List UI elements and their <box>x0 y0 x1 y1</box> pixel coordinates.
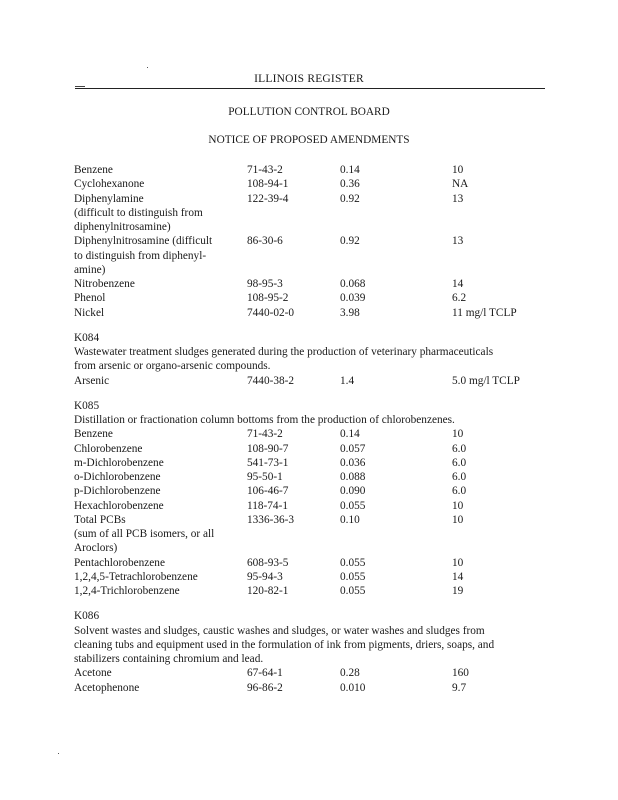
nonwastewater-standard: 10 <box>452 499 464 512</box>
cas-number: 608-93-5 <box>247 556 289 569</box>
wastewater-standard: 0.14 <box>340 164 360 176</box>
wastewater-standard: 0.088 <box>340 471 366 483</box>
nonwastewater-standard: 11 mg/l TCLP <box>452 306 517 319</box>
cas-number: 120-82-1 <box>247 585 289 597</box>
waste-section <box>74 320 554 388</box>
wastewater-standard: 0.10 <box>340 513 360 526</box>
constituent-name: Aroclors) <box>74 542 118 555</box>
wastewater-standard: 0.039 <box>340 292 366 305</box>
cas-number: 7440-02-0 <box>247 306 295 319</box>
constituent-name: Diphenylnitrosamine (difficult <box>74 235 213 248</box>
wastewater-standard: 0.036 <box>340 456 366 469</box>
nonwastewater-standard: 10 <box>452 556 464 569</box>
wastewater-standard: 3.98 <box>340 306 360 319</box>
nonwastewater-standard: 14 <box>452 278 464 290</box>
constituent-row <box>74 556 554 570</box>
constituent-name: Diphenylamine <box>74 192 144 205</box>
waste-code: K085 <box>74 399 100 412</box>
nonwastewater-standard: 14 <box>452 570 464 583</box>
cas-number: 122-39-4 <box>247 192 289 205</box>
constituent-row <box>74 163 554 177</box>
wastewater-standard: 0.055 <box>340 499 366 512</box>
nonwastewater-standard: 19 <box>452 585 464 597</box>
nonwastewater-standard: 6.0 <box>452 471 467 483</box>
constituent-name: Chlorobenzene <box>74 442 143 455</box>
constituent-row <box>74 456 554 470</box>
constituent-name: 1,2,4,5-Tetrachlorobenzene <box>74 570 198 583</box>
constituent-name: amine) <box>74 263 106 276</box>
cas-number: 98-95-3 <box>247 278 283 290</box>
wastewater-standard: 0.090 <box>340 485 366 498</box>
board-title: POLLUTION CONTROL BOARD <box>228 106 390 118</box>
constituent-name: o-Dichlorobenzene <box>74 471 161 483</box>
scan-speck <box>147 67 148 68</box>
cas-number: 106-46-7 <box>247 485 289 498</box>
constituent-row <box>74 291 554 305</box>
nonwastewater-standard: 6.0 <box>452 442 467 455</box>
cas-number: 96-86-2 <box>247 681 283 694</box>
constituent-name: 1,2,4-Trichlorobenzene <box>74 585 180 597</box>
constituent-row <box>74 681 554 695</box>
constituent-name: Pentachlorobenzene <box>74 556 165 569</box>
constituent-row <box>74 177 554 191</box>
waste-code: K084 <box>74 331 100 344</box>
constituent-name: (sum of all PCB isomers, or all <box>74 528 215 540</box>
constituent-name: (difficult to distinguish from <box>74 206 203 219</box>
nonwastewater-standard: 6.2 <box>452 292 467 305</box>
constituent-row <box>74 584 554 598</box>
constituent-row <box>74 306 554 320</box>
wastewater-standard: 0.055 <box>340 585 366 597</box>
section-gap <box>74 598 554 609</box>
header-rule <box>75 88 545 89</box>
constituent-name: Nitrobenzene <box>74 278 135 290</box>
constituent-row-continuation <box>74 527 554 541</box>
section-gap <box>74 320 554 331</box>
constituent-row <box>74 427 554 441</box>
nonwastewater-standard: 13 <box>452 192 464 205</box>
cas-number: 95-50-1 <box>247 471 283 483</box>
waste-section <box>74 388 554 599</box>
constituent-name: Arsenic <box>74 374 110 387</box>
constituent-row <box>74 192 554 206</box>
cas-number: 67-64-1 <box>247 667 283 680</box>
constituent-row <box>74 666 554 680</box>
wastewater-standard: 0.28 <box>340 667 360 680</box>
constituent-name: Benzene <box>74 428 113 441</box>
constituent-name: Hexachlorobenzene <box>74 499 164 512</box>
cas-number: 541-73-1 <box>247 456 289 469</box>
cas-number: 108-95-2 <box>247 292 289 305</box>
nonwastewater-standard: 13 <box>452 235 464 248</box>
constituent-row <box>74 570 554 584</box>
constituent-row-continuation <box>74 220 554 234</box>
nonwastewater-standard: 10 <box>452 428 464 441</box>
scan-speck <box>58 753 59 754</box>
header-rule-mark <box>75 86 85 87</box>
nonwastewater-standard: NA <box>452 178 469 191</box>
wastewater-standard: 0.14 <box>340 428 360 441</box>
waste-description-line: cleaning tubs and equipment used in the formulation of ink from pigments, driers, soaps, and <box>74 638 495 651</box>
constituent-row <box>74 234 554 248</box>
constituent-row <box>74 442 554 456</box>
wastewater-standard: 0.057 <box>340 442 366 455</box>
cas-number: 118-74-1 <box>247 499 288 512</box>
nonwastewater-standard: 9.7 <box>452 681 467 694</box>
wastewater-standard: 0.055 <box>340 570 366 583</box>
constituent-row-continuation <box>74 249 554 263</box>
cas-number: 86-30-6 <box>247 235 283 248</box>
cas-number: 95-94-3 <box>247 570 283 583</box>
wastewater-standard: 1.4 <box>340 374 355 387</box>
cas-number: 1336-36-3 <box>247 513 295 526</box>
nonwastewater-standard: 6.0 <box>452 485 467 498</box>
constituent-row <box>74 484 554 498</box>
constituent-row-continuation <box>74 263 554 277</box>
cas-number: 7440-38-2 <box>247 374 295 387</box>
constituent-row-continuation <box>74 206 554 220</box>
constituent-name: Acetone <box>74 667 112 680</box>
wastewater-standard: 0.068 <box>340 278 366 290</box>
constituent-name: Total PCBs <box>74 513 126 526</box>
constituent-name: Acetophenone <box>74 681 140 694</box>
constituent-name: diphenylnitrosamine) <box>74 221 171 233</box>
section-gap <box>74 388 554 399</box>
nonwastewater-standard: 10 <box>452 513 464 526</box>
constituent-name: Cyclohexanone <box>74 178 145 191</box>
wastewater-standard: 0.055 <box>340 556 366 569</box>
constituent-name: Benzene <box>74 164 113 176</box>
nonwastewater-standard: 6.0 <box>452 456 467 469</box>
waste-section <box>74 598 554 695</box>
constituent-name: Nickel <box>74 306 105 319</box>
cas-number: 108-94-1 <box>247 178 289 191</box>
waste-description-line: Distillation or fractionation column bottoms from the production of chlorobenzenes. <box>74 414 455 426</box>
notice-title: NOTICE OF PROPOSED AMENDMENTS <box>208 134 410 146</box>
nonwastewater-standard: 160 <box>452 667 469 680</box>
constituent-row <box>74 499 554 513</box>
nonwastewater-standard: 5.0 mg/l TCLP <box>452 374 520 387</box>
constituent-name: Phenol <box>74 292 106 305</box>
waste-section <box>74 163 554 320</box>
wastewater-standard: 0.010 <box>340 681 366 694</box>
cas-number: 71-43-2 <box>247 428 283 441</box>
constituent-row <box>74 277 554 291</box>
constituent-name: p-Dichlorobenzene <box>74 485 161 498</box>
cas-number: 108-90-7 <box>247 442 289 455</box>
constituent-name: to distinguish from diphenyl- <box>74 249 207 262</box>
waste-description-line: Wastewater treatment sludges generated during the production of veterinary pharmaceuticals <box>74 346 494 358</box>
wastewater-standard: 0.36 <box>340 178 360 191</box>
waste-description-line: Solvent wastes and sludges, caustic washes and sludges, or water washes and sludges from <box>74 624 485 637</box>
cas-number: 71-43-2 <box>247 164 283 176</box>
waste-description-line: stabilizers containing chromium and lead. <box>74 653 264 665</box>
register-title: ILLINOIS REGISTER <box>254 73 364 85</box>
constituent-row-continuation <box>74 541 554 555</box>
wastewater-standard: 0.92 <box>340 235 360 248</box>
treatment-standards-table <box>74 163 554 695</box>
nonwastewater-standard: 10 <box>452 164 464 176</box>
constituent-row <box>74 470 554 484</box>
wastewater-standard: 0.92 <box>340 192 360 205</box>
constituent-row <box>74 513 554 527</box>
waste-code: K086 <box>74 610 100 623</box>
constituent-row <box>74 374 554 388</box>
constituent-name: m-Dichlorobenzene <box>74 456 164 469</box>
waste-description-line: from arsenic or organo-arsenic compounds. <box>74 360 271 373</box>
